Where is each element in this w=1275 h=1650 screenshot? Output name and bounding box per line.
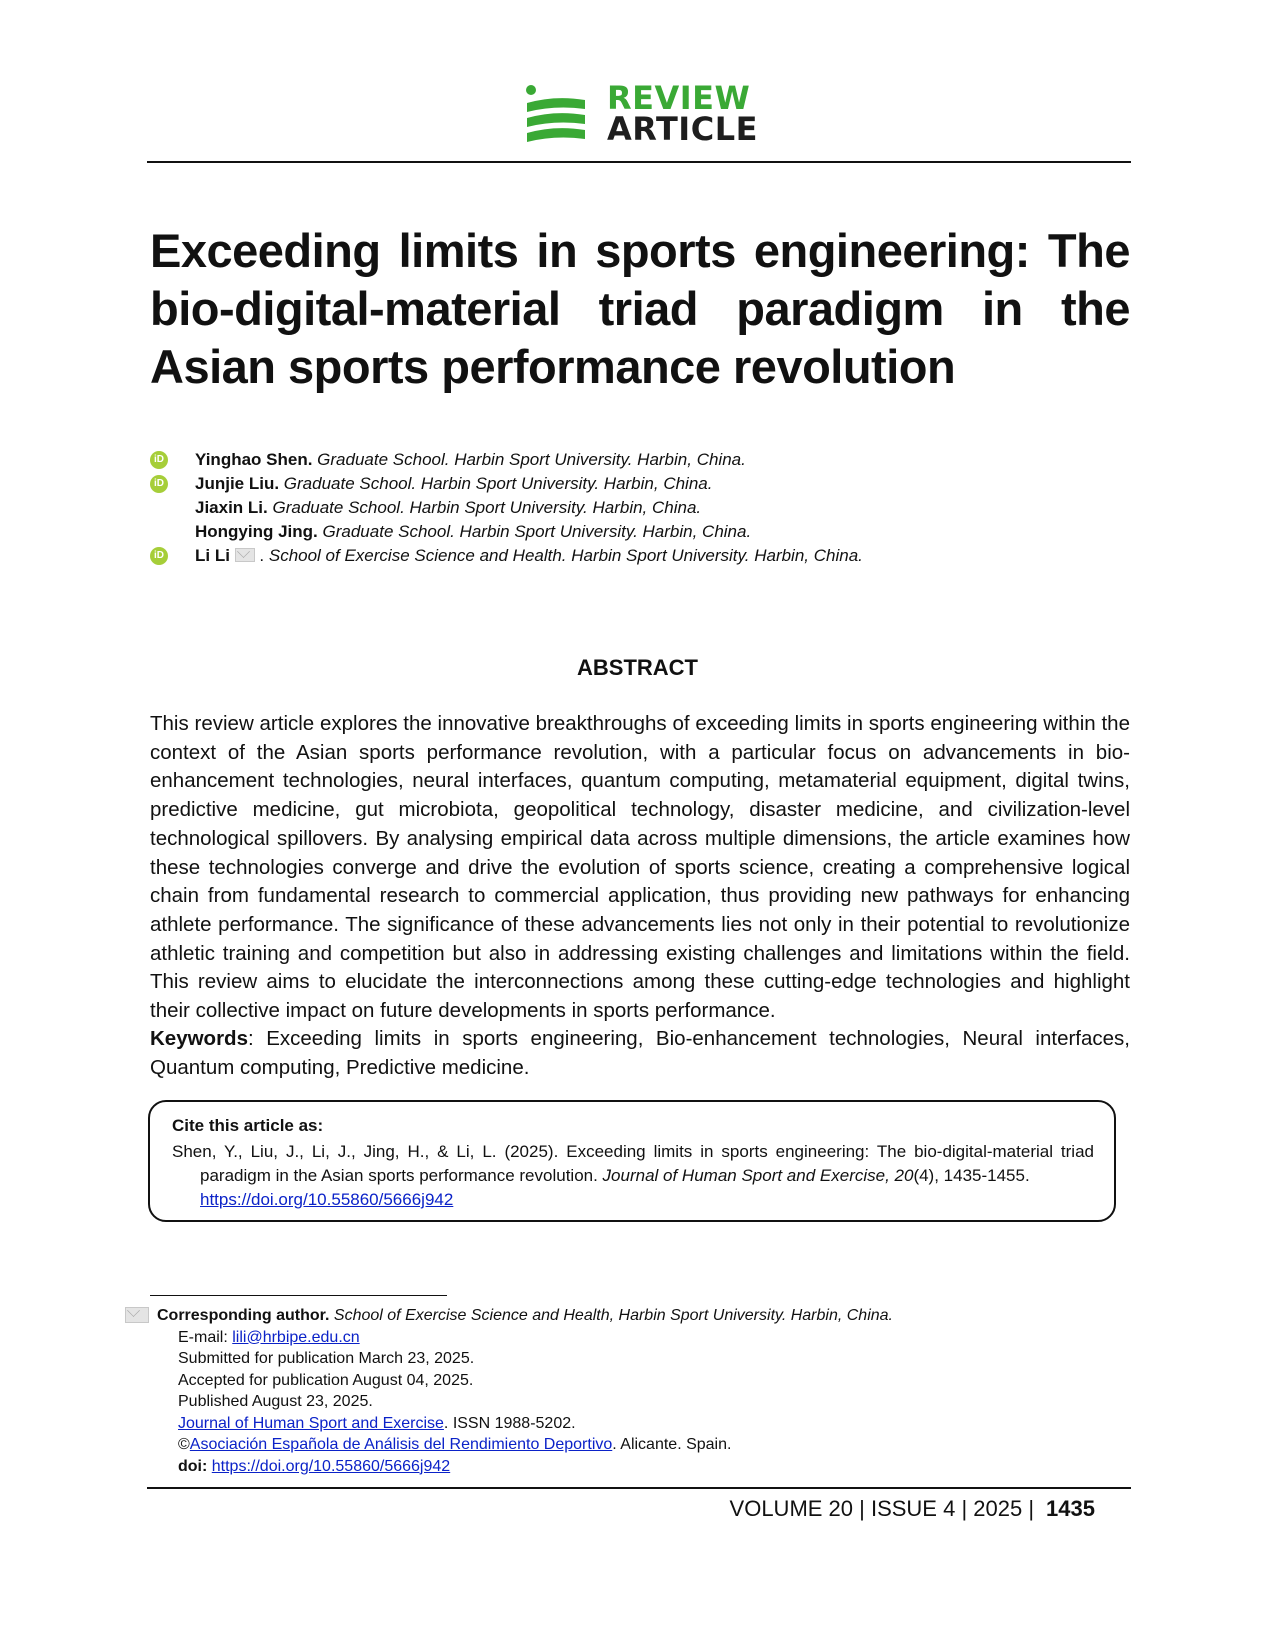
orcid-icon[interactable]: iD — [150, 475, 168, 493]
association-link[interactable]: Asociación Española de Análisis del Rendimiento Deportivo — [189, 1436, 613, 1453]
email-label: E-mail: — [178, 1328, 233, 1346]
author-row — [150, 472, 1150, 496]
citation-box — [148, 1100, 1116, 1222]
copyright-symbol: © — [178, 1436, 190, 1453]
author-name: Junjie Liu. — [195, 474, 280, 493]
email-line — [125, 1327, 1125, 1349]
journal-logo — [525, 79, 758, 148]
volume-info — [730, 1496, 1095, 1522]
author-row: iD Li Li . School of Exercise Science and Health. Harbin Sport University. Harbin, China. — [150, 544, 1150, 568]
corr-affiliation: School of Exercise Science and Health, Harbin Sport University. Harbin, China. — [333, 1307, 893, 1324]
citation-authors-title: Shen, Y., Liu, J., Li, J., Jing, H., & Li, L. (2025). Exceeding limits in sports engineering: The bio-digital-material triad paradigm in the Asian sports performance revolution. — [172, 1142, 1094, 1185]
orcid-icon[interactable]: iD — [150, 451, 168, 469]
keywords-label: Keywords — [150, 1027, 248, 1050]
keywords — [150, 1025, 1130, 1082]
accepted-date: Accepted for publication August 04, 2025. — [178, 1371, 474, 1389]
journal-link[interactable]: Journal of Human Sport and Exercise — [178, 1414, 444, 1432]
citation-doi-link[interactable]: https://doi.org/10.55860/5666j942 — [200, 1190, 454, 1209]
journal-line — [125, 1413, 1125, 1435]
author-affiliation: School of Exercise Science and Health. Harbin Sport University. Harbin, China. — [268, 546, 863, 565]
author-affiliation: Graduate School. Harbin Sport University. Harbin, China. — [317, 450, 746, 469]
citation-heading: Cite this article as: — [172, 1116, 324, 1135]
corresponding-author — [125, 1305, 1125, 1327]
author-name: Li Li — [195, 546, 230, 565]
author-name: Jiaxin Li. — [195, 498, 268, 517]
doi-line — [125, 1456, 1125, 1478]
envelope-icon — [125, 1307, 149, 1323]
article-title: Exceeding limits in sports engineering: The bio-digital-material triad paradigm in the Asian sports performance revolution — [150, 224, 1130, 393]
envelope-icon — [235, 548, 255, 562]
author-row — [150, 496, 1150, 520]
footnote — [125, 1305, 1125, 1477]
citation-journal: Journal of Human Sport and Exercise, 20 — [602, 1166, 914, 1185]
logo-text — [607, 79, 758, 148]
citation-text — [172, 1140, 1094, 1212]
orcid-icon[interactable]: iD — [150, 547, 168, 565]
footer-rule — [147, 1487, 1131, 1489]
volume-text: VOLUME 20 | ISSUE 4 | 2025 | — [729, 1496, 1035, 1521]
keywords-list: : Exceeding limits in sports engineering, Bio-enhancement technologies, Neural interfaces, Quantum computing, Predictive medicine. — [150, 1027, 1130, 1079]
submitted-date: Submitted for publication March 23, 2025. — [178, 1350, 475, 1367]
copyright-line — [125, 1434, 1125, 1456]
doi-label: doi: — [178, 1457, 212, 1475]
citation-issue: (4), 1435-1455. — [913, 1166, 1030, 1185]
logo-stripes-icon — [525, 83, 587, 145]
logo-article: ARTICLE — [607, 110, 758, 148]
doi-link[interactable]: https://doi.org/10.55860/5666j942 — [211, 1457, 451, 1475]
author-list — [150, 448, 1150, 568]
location: . Alicante. Spain. — [612, 1436, 732, 1453]
issn: . ISSN 1988-5202. — [443, 1414, 576, 1432]
author-name: Hongying Jing. — [195, 522, 318, 541]
published-date: Published August 23, 2025. — [178, 1393, 373, 1410]
author-row — [150, 448, 1150, 472]
author-affiliation: Graduate School. Harbin Sport University. Harbin, China. — [322, 522, 752, 541]
logo-review: REVIEW — [607, 79, 751, 117]
corr-label: Corresponding author. — [157, 1307, 330, 1324]
footnote-rule — [150, 1295, 447, 1296]
author-affiliation: Graduate School. Harbin Sport University. Harbin, China. — [272, 498, 702, 517]
abstract-heading: ABSTRACT — [577, 655, 698, 680]
header-rule — [147, 161, 1131, 163]
page-number: 1435 — [1046, 1496, 1095, 1521]
author-name: Yinghao Shen. — [195, 450, 313, 469]
abstract-text: This review article explores the innovative breakthroughs of exceeding limits in sports engineering within the context of the Asian sports performance revolution, with a particular focus on advancements in bio-enhancement technologies, neural interfaces, quantum computing, metamaterial equipment, digital twins, predictive medicine, gut microbiota, geopolitical technology, disaster medicine, and civilization-level technological spillovers. By analysing empirical data across multiple dimensions, the article examines how these technologies converge and drive the evolution of sports science, creating a comprehensive logical chain from fundamental research to commercial application, thus providing new pathways for enhancing athlete performance. The significance of these advancements lies not only in their potential to revolutionize athletic training and competition but also in addressing existing challenges and limitations within the field. This review aims to elucidate the interconnections among these cutting-edge technologies and highlight their collective impact on future developments in sports performance. — [150, 712, 1130, 1023]
author-row — [150, 520, 1150, 544]
email-link[interactable]: lili@hrbipe.edu.cn — [232, 1328, 360, 1346]
author-affiliation: Graduate School. Harbin Sport University. Harbin, China. — [283, 474, 713, 493]
